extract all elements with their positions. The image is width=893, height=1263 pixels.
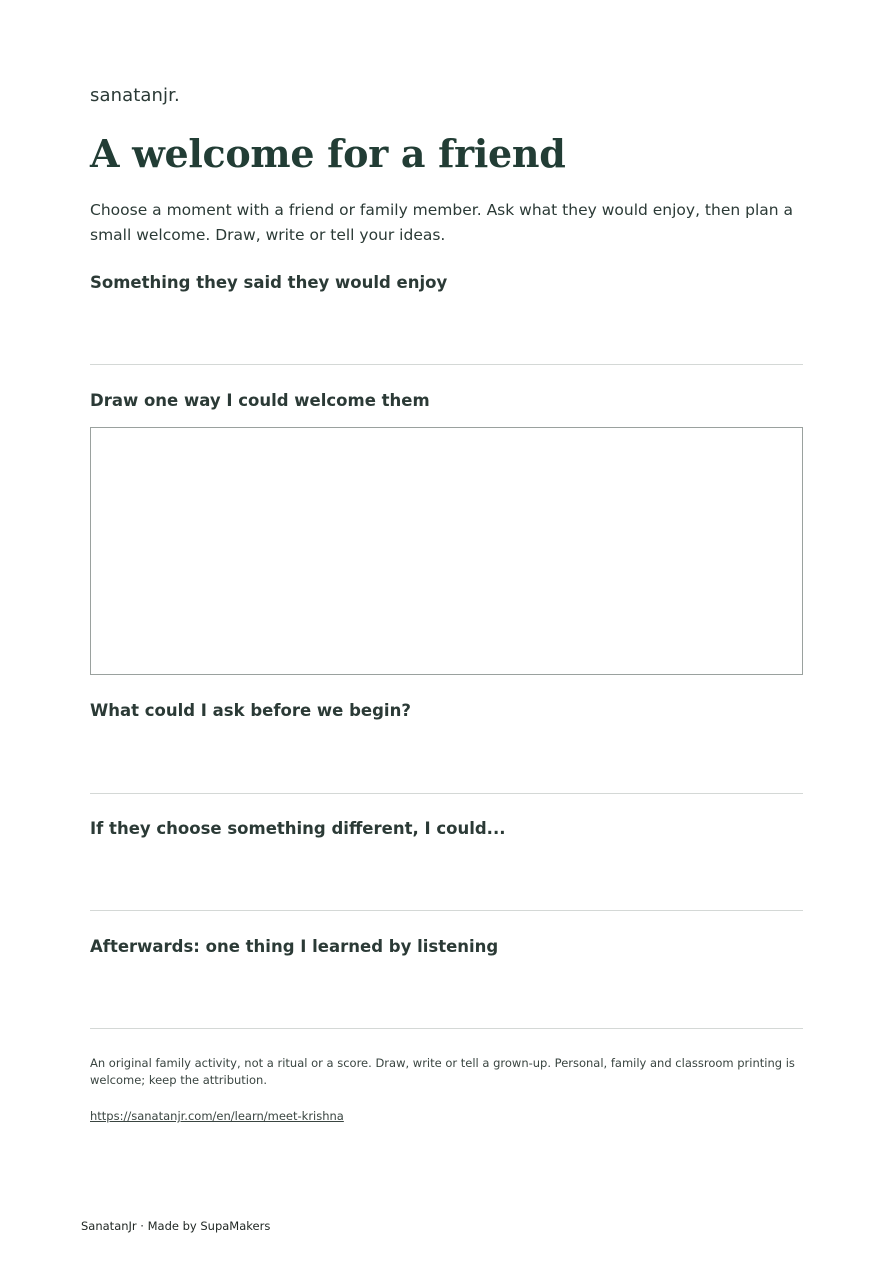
section-label-ask: What could I ask before we begin? <box>90 701 411 720</box>
page-title: A welcome for a friend <box>90 131 566 176</box>
footer-credit: SanatanJr · Made by SupaMakers <box>81 1219 271 1233</box>
section-label-draw: Draw one way I could welcome them <box>90 391 430 410</box>
section-label-enjoy: Something they said they would enjoy <box>90 273 448 292</box>
attribution-note: An original family activity, not a ritual or a score. Draw, write or tell a grown-up. Personal, family and classroom printing is welcome; keep the attribution. <box>90 1056 795 1087</box>
section-label-learned: Afterwards: one thing I learned by listening <box>90 937 499 956</box>
drawing-box[interactable] <box>90 427 803 675</box>
answer-line-ask[interactable] <box>90 793 803 794</box>
section-label-different: If they choose something different, I could... <box>90 819 506 838</box>
answer-line-different[interactable] <box>90 910 803 911</box>
source-link[interactable]: https://sanatanjr.com/en/learn/meet-krishna <box>90 1109 344 1123</box>
intro-text: Choose a moment with a friend or family member. Ask what they would enjoy, then plan a small welcome. Draw, write or tell your ideas. <box>90 201 794 244</box>
answer-line-enjoy[interactable] <box>90 364 803 365</box>
brand-wordmark: sanatanjr. <box>90 85 180 106</box>
answer-line-learned[interactable] <box>90 1028 803 1029</box>
